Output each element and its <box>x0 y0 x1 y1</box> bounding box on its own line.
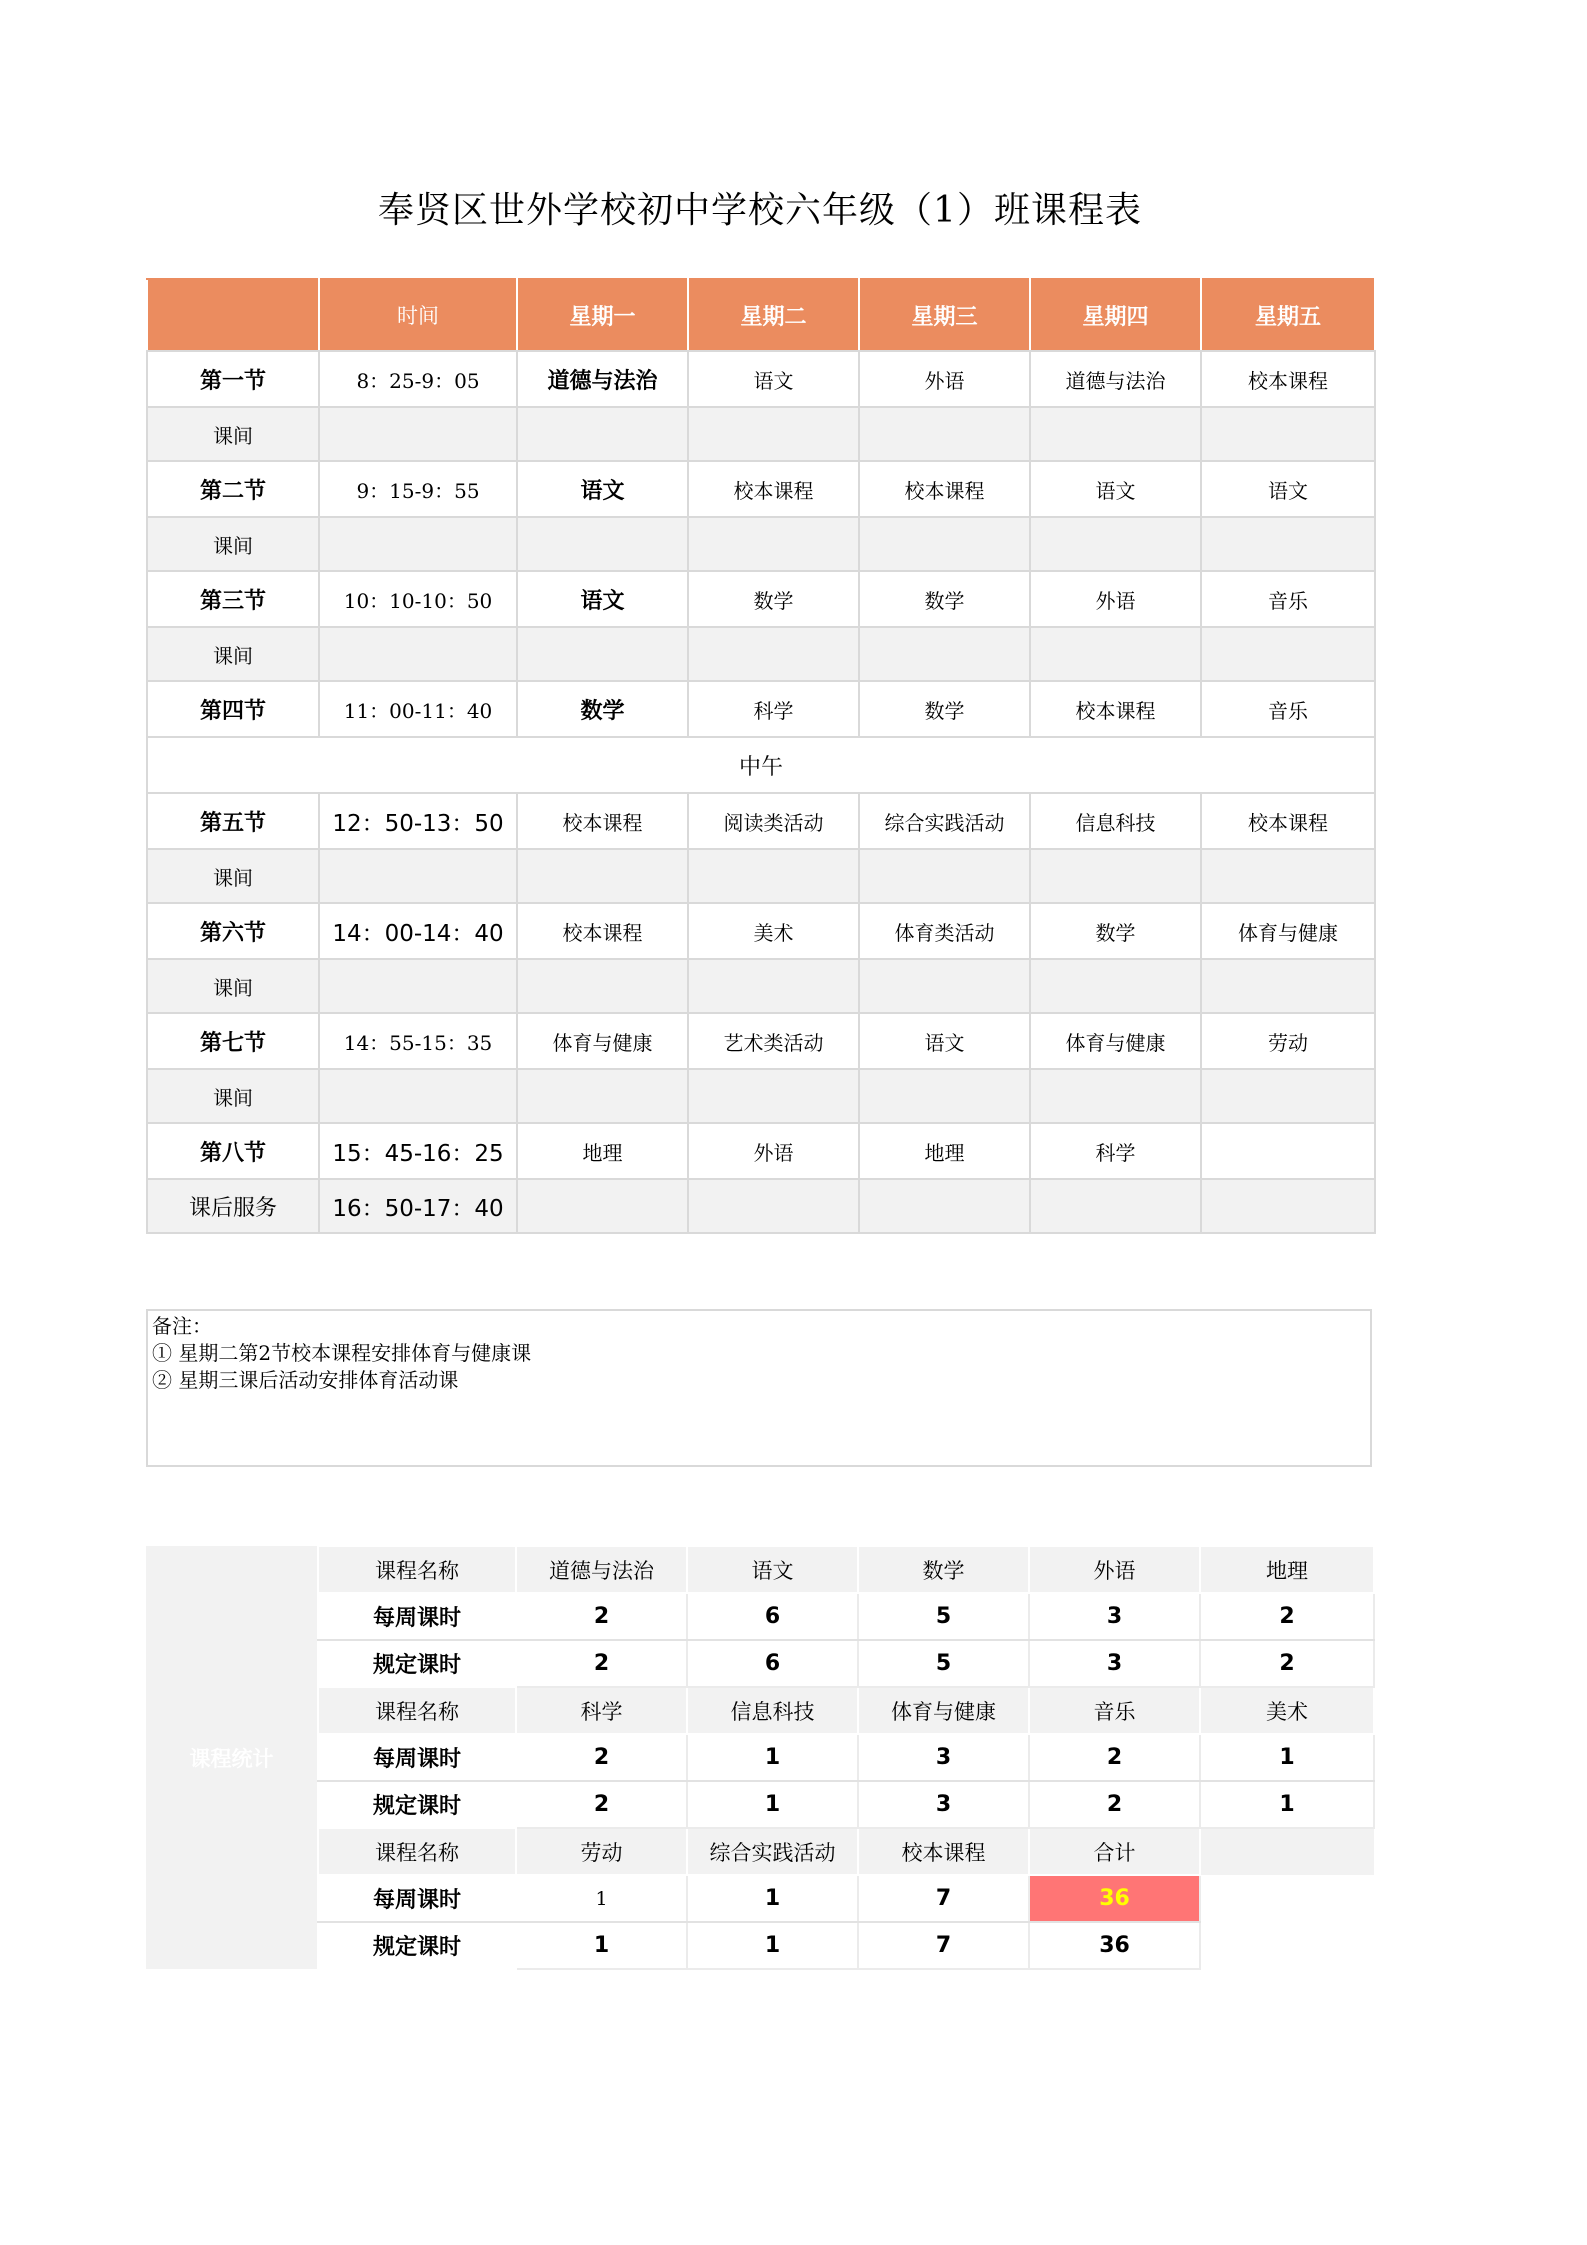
period-time: 14：00-14：40 <box>319 903 517 959</box>
period-name: 第七节 <box>147 1013 319 1069</box>
empty-cell <box>1030 1069 1201 1123</box>
course-name: 信息科技 <box>687 1687 858 1734</box>
empty-cell <box>517 849 688 903</box>
empty-cell <box>859 517 1030 571</box>
break-row <box>147 959 1375 1013</box>
header-day: 星期二 <box>688 279 859 351</box>
period-row <box>147 351 1375 407</box>
subject-cell: 数学 <box>517 681 688 737</box>
subject-cell: 体育与健康 <box>1201 903 1375 959</box>
empty-cell <box>517 1069 688 1123</box>
weekly-hours-value: 6 <box>687 1593 858 1640</box>
empty-cell <box>1201 627 1375 681</box>
schedule-table <box>146 278 1376 1234</box>
break-label: 课间 <box>147 849 319 903</box>
subject-cell: 语文 <box>1030 461 1201 517</box>
weekly-hours-label: 每周课时 <box>318 1734 516 1781</box>
noon-label: 中午 <box>147 737 1375 793</box>
subject-cell: 综合实践活动 <box>859 793 1030 849</box>
weekly-hours-label: 每周课时 <box>318 1593 516 1640</box>
stats-weekly-row <box>146 1593 1374 1640</box>
course-name: 科学 <box>516 1687 687 1734</box>
weekly-hours-value: 1 <box>687 1734 858 1781</box>
break-label: 课间 <box>147 517 319 571</box>
weekly-hours-value: 5 <box>858 1593 1029 1640</box>
subject-cell: 美术 <box>688 903 859 959</box>
required-hours-value: 5 <box>858 1640 1029 1687</box>
subject-cell: 外语 <box>1030 571 1201 627</box>
weekly-hours-value: 7 <box>858 1875 1029 1922</box>
subject-cell: 地理 <box>859 1123 1030 1179</box>
weekly-total-cell: 36 <box>1029 1875 1200 1922</box>
subject-cell: 语文 <box>517 461 688 517</box>
course-stats-table <box>146 1545 1375 1970</box>
empty-cell <box>1201 407 1375 461</box>
empty-cell <box>1030 849 1201 903</box>
subject-cell: 体育与健康 <box>1030 1013 1201 1069</box>
break-label: 课间 <box>147 407 319 461</box>
subject-cell: 道德与法治 <box>517 351 688 407</box>
subject-cell: 科学 <box>688 681 859 737</box>
empty-cell <box>319 1069 517 1123</box>
break-row <box>147 849 1375 903</box>
blank-cell <box>1200 1875 1374 1922</box>
period-time: 9：15-9：55 <box>319 461 517 517</box>
subject-cell: 校本课程 <box>517 793 688 849</box>
noon-row <box>147 737 1375 793</box>
weekly-hours-value: 1 <box>516 1875 687 1922</box>
stats-name-row <box>146 1687 1374 1734</box>
course-name: 美术 <box>1200 1687 1374 1734</box>
weekly-hours-value: 2 <box>516 1734 687 1781</box>
subject-cell: 体育与健康 <box>517 1013 688 1069</box>
empty-cell <box>1201 1179 1375 1233</box>
stats-name-row <box>146 1828 1374 1875</box>
break-label: 课间 <box>147 959 319 1013</box>
header-day: 星期一 <box>517 279 688 351</box>
course-name: 数学 <box>858 1546 1029 1593</box>
period-row <box>147 1013 1375 1069</box>
empty-cell <box>319 407 517 461</box>
required-hours-value: 1 <box>687 1922 858 1969</box>
weekly-hours-value: 3 <box>858 1734 1029 1781</box>
empty-cell <box>1201 959 1375 1013</box>
empty-cell <box>859 849 1030 903</box>
notes-box <box>146 1309 1372 1467</box>
course-name: 综合实践活动 <box>687 1828 858 1875</box>
blank-cell <box>1200 1828 1374 1875</box>
empty-cell <box>688 1179 859 1233</box>
required-hours-value: 3 <box>858 1781 1029 1828</box>
break-row <box>147 627 1375 681</box>
subject-cell: 音乐 <box>1201 571 1375 627</box>
period-name: 第二节 <box>147 461 319 517</box>
empty-cell <box>1030 959 1201 1013</box>
subject-cell: 地理 <box>517 1123 688 1179</box>
note-item: ② 星期三课后活动安排体育活动课 <box>152 1368 459 1392</box>
subject-cell: 语文 <box>688 351 859 407</box>
period-name: 第六节 <box>147 903 319 959</box>
period-name: 第五节 <box>147 793 319 849</box>
empty-cell <box>517 517 688 571</box>
course-name-label: 课程名称 <box>318 1687 516 1734</box>
empty-cell <box>319 517 517 571</box>
empty-cell <box>1201 849 1375 903</box>
period-time: 15：45-16：25 <box>319 1123 517 1179</box>
required-hours-label: 规定课时 <box>318 1640 516 1687</box>
break-row <box>147 517 1375 571</box>
weekly-hours-value: 2 <box>1029 1734 1200 1781</box>
course-name: 外语 <box>1029 1546 1200 1593</box>
period-time: 11：00-11：40 <box>319 681 517 737</box>
period-time: 10：10-10：50 <box>319 571 517 627</box>
empty-cell <box>688 627 859 681</box>
period-row <box>147 461 1375 517</box>
period-name: 第四节 <box>147 681 319 737</box>
required-hours-value: 3 <box>1029 1640 1200 1687</box>
weekly-hours-value: 2 <box>516 1593 687 1640</box>
required-hours-value: 2 <box>516 1781 687 1828</box>
subject-cell: 科学 <box>1030 1123 1201 1179</box>
empty-cell <box>319 959 517 1013</box>
subject-cell: 阅读类活动 <box>688 793 859 849</box>
stats-weekly-row <box>146 1875 1374 1922</box>
stats-required-row <box>146 1922 1374 1969</box>
stats-required-row <box>146 1640 1374 1687</box>
weekly-hours-value: 1 <box>687 1875 858 1922</box>
required-hours-label: 规定课时 <box>318 1922 516 1969</box>
course-name: 地理 <box>1200 1546 1374 1593</box>
subject-cell: 校本课程 <box>517 903 688 959</box>
note-item: ① 星期二第2节校本课程安排体育与健康课 <box>152 1341 532 1365</box>
course-name: 校本课程 <box>858 1828 1029 1875</box>
schedule-header-row <box>147 279 1375 351</box>
period-name: 第八节 <box>147 1123 319 1179</box>
course-name: 合计 <box>1029 1828 1200 1875</box>
empty-cell <box>1030 517 1201 571</box>
weekly-hours-value: 2 <box>1200 1593 1374 1640</box>
after-school-label: 课后服务 <box>147 1179 319 1233</box>
subject-cell: 语文 <box>859 1013 1030 1069</box>
subject-cell: 校本课程 <box>688 461 859 517</box>
header-day: 星期四 <box>1030 279 1201 351</box>
subject-cell: 艺术类活动 <box>688 1013 859 1069</box>
course-name-label: 课程名称 <box>318 1546 516 1593</box>
course-name: 劳动 <box>516 1828 687 1875</box>
required-hours-label: 规定课时 <box>318 1781 516 1828</box>
empty-cell <box>517 407 688 461</box>
subject-cell: 语文 <box>517 571 688 627</box>
period-row <box>147 1123 1375 1179</box>
stats-side-label: 课程统计 <box>146 1546 318 1969</box>
subject-cell: 数学 <box>859 571 1030 627</box>
required-hours-value: 1 <box>1200 1781 1374 1828</box>
period-time: 14：55-15：35 <box>319 1013 517 1069</box>
after-school-time: 16：50-17：40 <box>319 1179 517 1233</box>
empty-cell <box>1030 407 1201 461</box>
empty-cell <box>319 849 517 903</box>
empty-cell <box>859 959 1030 1013</box>
notes-heading: 备注： <box>152 1314 212 1338</box>
break-label: 课间 <box>147 627 319 681</box>
empty-cell <box>517 959 688 1013</box>
course-name: 道德与法治 <box>516 1546 687 1593</box>
subject-cell: 劳动 <box>1201 1013 1375 1069</box>
break-label: 课间 <box>147 1069 319 1123</box>
subject-cell: 校本课程 <box>859 461 1030 517</box>
subject-cell: 语文 <box>1201 461 1375 517</box>
required-hours-value: 1 <box>687 1781 858 1828</box>
subject-cell: 音乐 <box>1201 681 1375 737</box>
empty-cell <box>859 1179 1030 1233</box>
required-hours-value: 7 <box>858 1922 1029 1969</box>
blank-cell <box>1200 1922 1374 1969</box>
header-corner-cell <box>147 279 319 351</box>
period-name: 第一节 <box>147 351 319 407</box>
period-row <box>147 571 1375 627</box>
empty-cell <box>1201 517 1375 571</box>
period-time: 12：50-13：50 <box>319 793 517 849</box>
subject-cell: 数学 <box>1030 903 1201 959</box>
weekly-hours-value: 3 <box>1029 1593 1200 1640</box>
empty-cell <box>859 407 1030 461</box>
empty-cell <box>688 407 859 461</box>
weekly-hours-value: 1 <box>1200 1734 1374 1781</box>
subject-cell <box>1201 1123 1375 1179</box>
required-hours-value: 2 <box>1029 1781 1200 1828</box>
course-name: 语文 <box>687 1546 858 1593</box>
empty-cell <box>517 1179 688 1233</box>
subject-cell: 校本课程 <box>1030 681 1201 737</box>
break-row <box>147 407 1375 461</box>
subject-cell: 外语 <box>859 351 1030 407</box>
stats-weekly-row <box>146 1734 1374 1781</box>
subject-cell: 校本课程 <box>1201 793 1375 849</box>
required-hours-value: 6 <box>687 1640 858 1687</box>
header-time: 时间 <box>319 279 517 351</box>
course-name: 体育与健康 <box>858 1687 1029 1734</box>
subject-cell: 信息科技 <box>1030 793 1201 849</box>
course-name-label: 课程名称 <box>318 1828 516 1875</box>
subject-cell: 体育类活动 <box>859 903 1030 959</box>
empty-cell <box>688 849 859 903</box>
period-row <box>147 793 1375 849</box>
empty-cell <box>1030 627 1201 681</box>
required-hours-value: 1 <box>516 1922 687 1969</box>
empty-cell <box>517 627 688 681</box>
period-name: 第三节 <box>147 571 319 627</box>
course-name: 音乐 <box>1029 1687 1200 1734</box>
period-row <box>147 681 1375 737</box>
header-day: 星期五 <box>1201 279 1375 351</box>
stats-name-row <box>146 1546 1374 1593</box>
empty-cell <box>1030 1179 1201 1233</box>
period-time: 8：25-9：05 <box>319 351 517 407</box>
subject-cell: 道德与法治 <box>1030 351 1201 407</box>
subject-cell: 数学 <box>859 681 1030 737</box>
stats-required-row <box>146 1781 1374 1828</box>
page-title: 奉贤区世外学校初中学校六年级（1）班课程表 <box>378 190 1142 231</box>
header-day: 星期三 <box>859 279 1030 351</box>
required-hours-value: 2 <box>516 1640 687 1687</box>
weekly-hours-label: 每周课时 <box>318 1875 516 1922</box>
subject-cell: 校本课程 <box>1201 351 1375 407</box>
subject-cell: 数学 <box>688 571 859 627</box>
required-hours-value: 36 <box>1029 1922 1200 1969</box>
empty-cell <box>319 627 517 681</box>
empty-cell <box>688 517 859 571</box>
break-row <box>147 1069 1375 1123</box>
after-school-row <box>147 1179 1375 1233</box>
period-row <box>147 903 1375 959</box>
required-hours-value: 2 <box>1200 1640 1374 1687</box>
empty-cell <box>688 1069 859 1123</box>
empty-cell <box>688 959 859 1013</box>
empty-cell <box>859 627 1030 681</box>
subject-cell: 外语 <box>688 1123 859 1179</box>
empty-cell <box>1201 1069 1375 1123</box>
empty-cell <box>859 1069 1030 1123</box>
